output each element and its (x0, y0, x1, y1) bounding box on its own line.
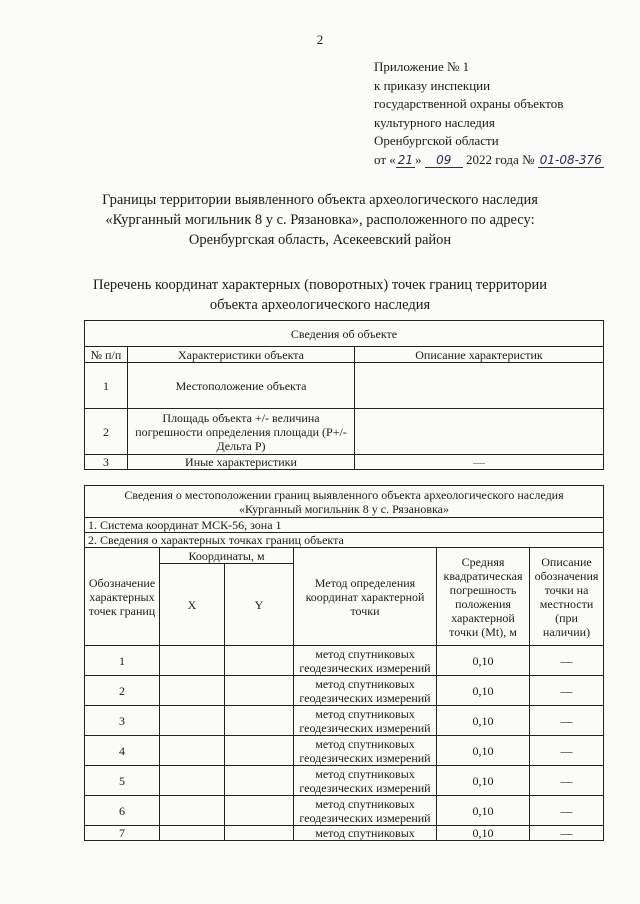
point-desc: — (530, 676, 604, 706)
point-num: 7 (85, 826, 160, 841)
point-method: метод спутниковых геодезических измерений (294, 796, 437, 826)
appendix-line: государственной охраны объектов (374, 96, 564, 111)
point-num: 6 (85, 796, 160, 826)
date-month: 09 (425, 153, 463, 168)
table1-cell: 3 (85, 455, 128, 470)
point-error: 0,10 (437, 826, 530, 841)
point-num: 5 (85, 766, 160, 796)
point-error: 0,10 (437, 796, 530, 826)
table2-header (85, 486, 604, 518)
table-row (85, 826, 604, 841)
appendix-line: к приказу инспекции (374, 77, 491, 93)
object-info-table (84, 320, 604, 470)
point-desc: — (530, 766, 604, 796)
point-method: метод спутниковых геодезических измерений (294, 706, 437, 736)
appendix-line: культурного наследия (374, 114, 495, 130)
document-subtitle (60, 275, 580, 315)
point-method: метод спутниковых геодезических измерений (294, 766, 437, 796)
col-designation: Обозначение характерных точек границ (85, 548, 160, 646)
table2-header-line: «Курганный могильник 8 у с. Рязановка» (239, 501, 449, 516)
table2-header-line: Сведения о местоположении границ выявленного объекта археологического наследия (124, 487, 564, 502)
table1-header: Сведения об объекте (85, 321, 604, 347)
point-method: метод спутниковых геодезических измерений (294, 736, 437, 766)
col-x: X (160, 564, 225, 646)
table1-col-num: № п/п (85, 347, 128, 363)
point-error: 0,10 (437, 676, 530, 706)
title-line: «Курганный могильник 8 у с. Рязановка», расположенного по адресу: (105, 212, 535, 228)
table1-col-char: Характеристики объекта (128, 347, 355, 363)
table1-col-desc: Описание характеристик (355, 347, 604, 363)
point-num: 4 (85, 736, 160, 766)
title-line: Оренбургская область, Асекеевский район (188, 232, 452, 248)
table1-cell: 2 (85, 409, 128, 455)
point-error: 0,10 (437, 706, 530, 736)
table-row (85, 796, 604, 826)
point-method: метод спутниковых геодезических измерений (294, 646, 437, 676)
appendix-date-line (374, 151, 604, 170)
table-row (85, 706, 604, 736)
date-day: 21 (397, 152, 414, 167)
point-desc: — (530, 826, 604, 841)
col-coords: Координаты, м (160, 548, 294, 564)
appendix-line: Приложение № 1 (374, 59, 470, 74)
title-line: Границы территории выявленного объекта археологического наследия (102, 192, 538, 208)
order-number: 01-08-376 (539, 152, 602, 167)
table-row (85, 736, 604, 766)
table-row (85, 676, 604, 706)
col-method: Метод определения координат характерной точки (294, 548, 437, 646)
table1-cell (355, 363, 604, 409)
point-desc: — (530, 706, 604, 736)
table1-cell: Местоположение объекта (128, 363, 355, 409)
point-num: 2 (85, 676, 160, 706)
point-num: 3 (85, 706, 160, 736)
point-error: 0,10 (437, 736, 530, 766)
table1-cell: Площадь объекта +/- величина погрешности определения площади (P+/- Дельта P) (128, 409, 355, 455)
point-num: 1 (85, 646, 160, 676)
point-desc: — (530, 736, 604, 766)
boundary-points-table (84, 485, 604, 841)
point-desc: — (530, 646, 604, 676)
point-method: метод спутниковых геодезических измерений (294, 676, 437, 706)
col-error: Средняя квадратическая погрешность положения характерной точки (Mt), м (437, 548, 530, 646)
document-title (60, 190, 580, 250)
point-error: 0,10 (437, 646, 530, 676)
table-row (85, 766, 604, 796)
col-y: Y (225, 564, 294, 646)
subtitle-line: объекта археологического наследия (209, 297, 431, 313)
date-prefix: от « (374, 151, 396, 167)
date-mid: » (415, 151, 422, 167)
appendix-block (374, 58, 604, 169)
point-desc: — (530, 796, 604, 826)
points-info: 2. Сведения о характерных точках границ объекта (85, 533, 604, 548)
subtitle-line: Перечень координат характерных (поворотных) точек границ территории (92, 277, 548, 293)
col-desc: Описание обозначения точки на местности (при наличии) (530, 548, 604, 646)
table-row (85, 646, 604, 676)
table1-cell: — (355, 455, 604, 470)
page-number: 2 (316, 32, 324, 47)
appendix-line: Оренбургской области (374, 133, 499, 148)
coord-system: 1. Система координат МСК-56, зона 1 (85, 518, 604, 533)
table1-cell: Иные характеристики (128, 455, 355, 470)
point-method: метод спутниковых (294, 826, 437, 841)
table1-cell (355, 409, 604, 455)
point-error: 0,10 (437, 766, 530, 796)
table1-cell: 1 (85, 363, 128, 409)
date-year: 2022 года № (466, 151, 535, 167)
